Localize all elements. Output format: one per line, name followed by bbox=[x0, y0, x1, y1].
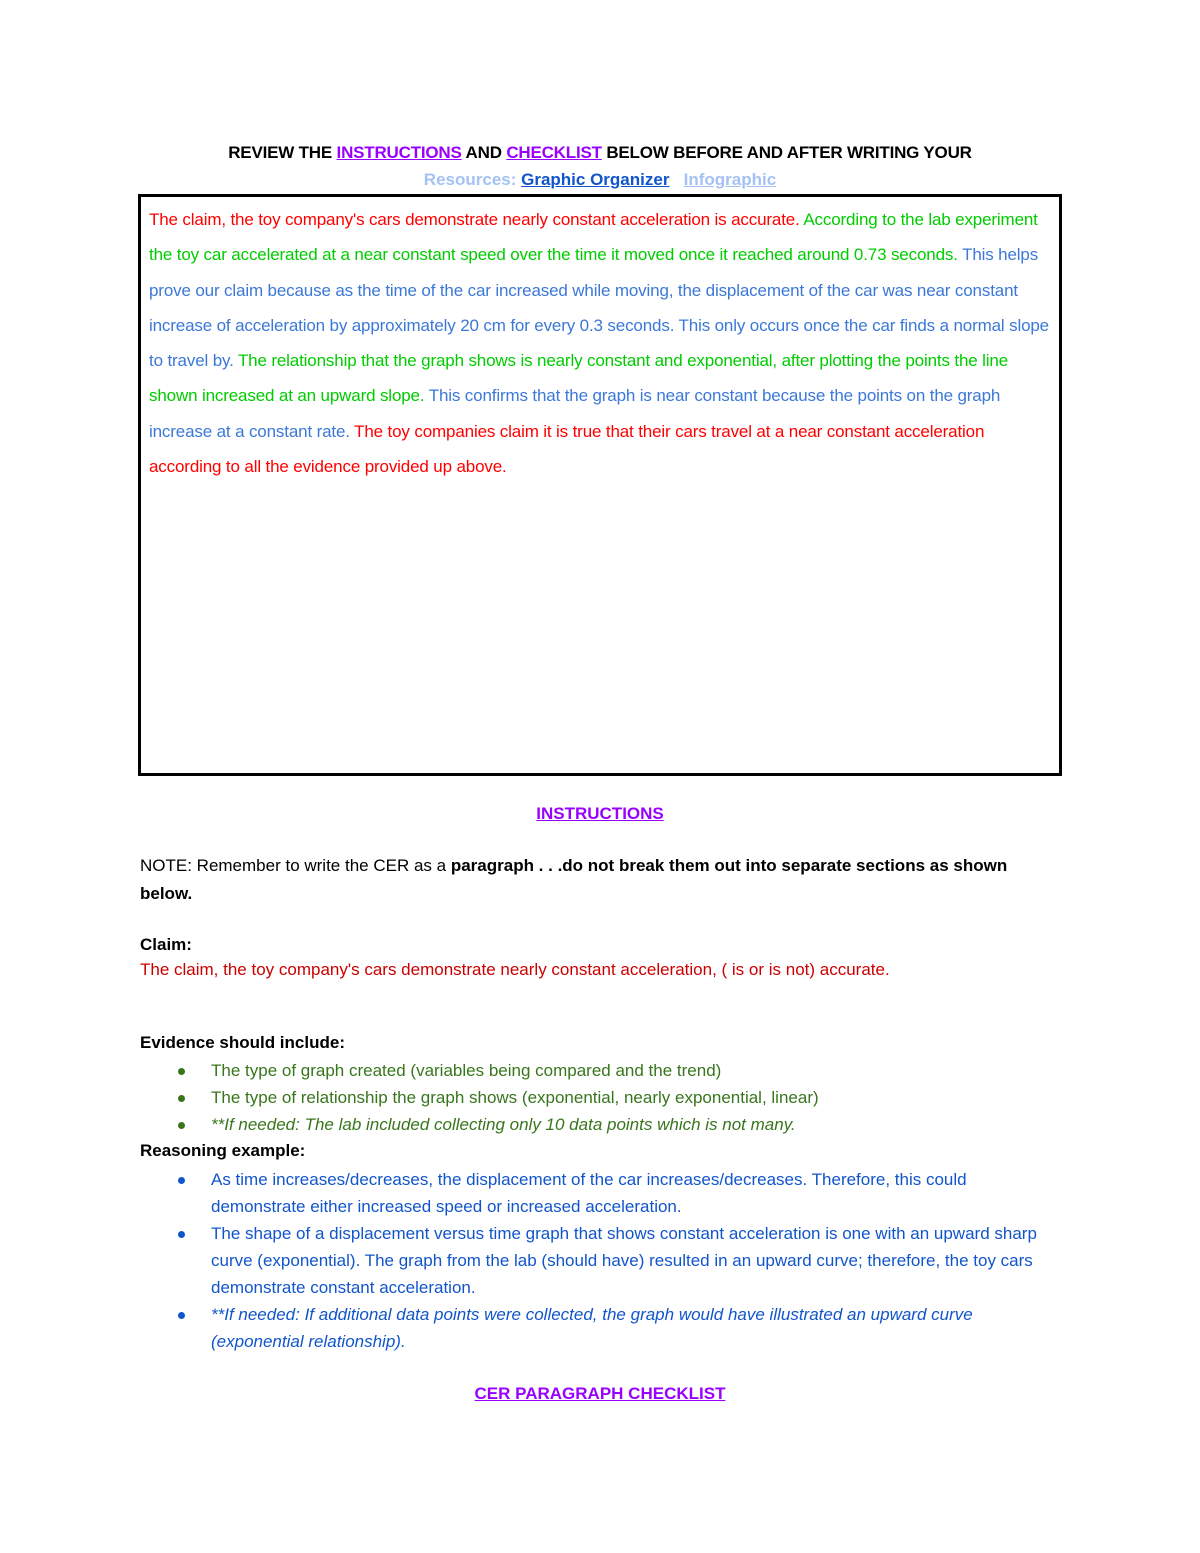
evidence-label: Evidence should include: bbox=[140, 1033, 345, 1052]
evidence-item-text: **If needed: The lab included collecting only 10 data points which is not many. bbox=[211, 1115, 796, 1134]
infographic-link[interactable]: Infographic bbox=[683, 170, 777, 189]
header-and: AND bbox=[461, 143, 507, 162]
note-bold: paragraph . . .do not break them out into separate sections as shown below. bbox=[140, 856, 1008, 903]
bullet-icon bbox=[178, 1231, 185, 1238]
resources-label: Resources: bbox=[423, 170, 522, 189]
reasoning-item-text: **If needed: If additional data points were collected, the graph would have illustrated an upward curve (exponential relationship). bbox=[211, 1305, 973, 1351]
reasoning-item-text: The shape of a displacement versus time graph that shows constant acceleration is one with an upward sharp curve (exponential). The graph from the lab (should have) resulted in an upward curve; therefore, the toy cars demonstrate constant acceleration. bbox=[211, 1224, 1037, 1297]
answer-paragraph bbox=[149, 202, 1049, 484]
instructions-link[interactable]: INSTRUCTIONS bbox=[336, 143, 462, 162]
list-item bbox=[140, 1111, 1060, 1138]
bullet-icon bbox=[178, 1095, 185, 1102]
header-suffix: BELOW BEFORE AND AFTER WRITING YOUR bbox=[601, 143, 972, 162]
header-prefix: REVIEW THE bbox=[228, 143, 337, 162]
answer-claim: The claim, the toy company's cars demonstrate nearly constant acceleration is accurate. bbox=[149, 210, 800, 229]
checklist-title[interactable]: CER PARAGRAPH CHECKLIST bbox=[474, 1384, 726, 1403]
list-item bbox=[140, 1166, 1060, 1220]
claim-text: The claim, the toy company's cars demonstrate nearly constant acceleration, ( is or is not) accurate. bbox=[140, 960, 890, 979]
note bbox=[140, 852, 1030, 908]
resources-line bbox=[0, 170, 1200, 190]
review-header bbox=[0, 143, 1200, 163]
answer-conclusion: The toy companies claim it is true that their cars travel at a near constant acceleration according to all the evidence provided up above. bbox=[149, 421, 985, 477]
bullet-icon bbox=[178, 1068, 185, 1075]
list-item bbox=[140, 1220, 1060, 1301]
instructions-title[interactable]: INSTRUCTIONS bbox=[536, 804, 664, 823]
bullet-icon bbox=[178, 1177, 185, 1184]
evidence-item-text: The type of graph created (variables being compared and the trend) bbox=[211, 1061, 722, 1080]
reasoning-item-text: As time increases/decreases, the displacement of the car increases/decreases. Therefore, this could demonstrate either increased speed or increased acceleration. bbox=[211, 1170, 967, 1216]
claim-label: Claim: bbox=[140, 935, 192, 954]
note-prefix: NOTE: Remember to write the CER as a bbox=[140, 856, 451, 875]
reasoning-list bbox=[140, 1166, 1060, 1355]
evidence-item-text: The type of relationship the graph shows (exponential, nearly exponential, linear) bbox=[211, 1088, 819, 1107]
list-item bbox=[140, 1057, 1060, 1084]
bullet-icon bbox=[178, 1312, 185, 1319]
evidence-list bbox=[140, 1057, 1060, 1138]
bullet-icon bbox=[178, 1122, 185, 1129]
reasoning-label: Reasoning example: bbox=[140, 1141, 306, 1160]
list-item bbox=[140, 1084, 1060, 1111]
list-item bbox=[140, 1301, 1060, 1355]
graphic-organizer-link[interactable]: Graphic Organizer bbox=[521, 170, 670, 189]
answer-reasoning-1: This helps prove our claim because as the time of the car increased while moving, the displacement of the car was near constant increase of acceleration by approximately 20 cm for every 0.3 seconds. This only occurs once the car finds a normal slope to travel by. bbox=[149, 245, 1049, 371]
checklist-link[interactable]: CHECKLIST bbox=[506, 143, 602, 162]
answer-evidence-2: The relationship that the graph shows is nearly constant and exponential, after plotting the points the line shown increased at an upward slope. bbox=[149, 351, 1009, 406]
answer-evidence-1: According to the lab experiment the toy car accelerated at a near constant speed over the time it moved once it reached around 0.73 seconds. bbox=[149, 210, 1038, 265]
answer-reasoning-2: This confirms that the graph is near constant because the points on the graph increase at a constant rate. bbox=[149, 386, 1001, 441]
